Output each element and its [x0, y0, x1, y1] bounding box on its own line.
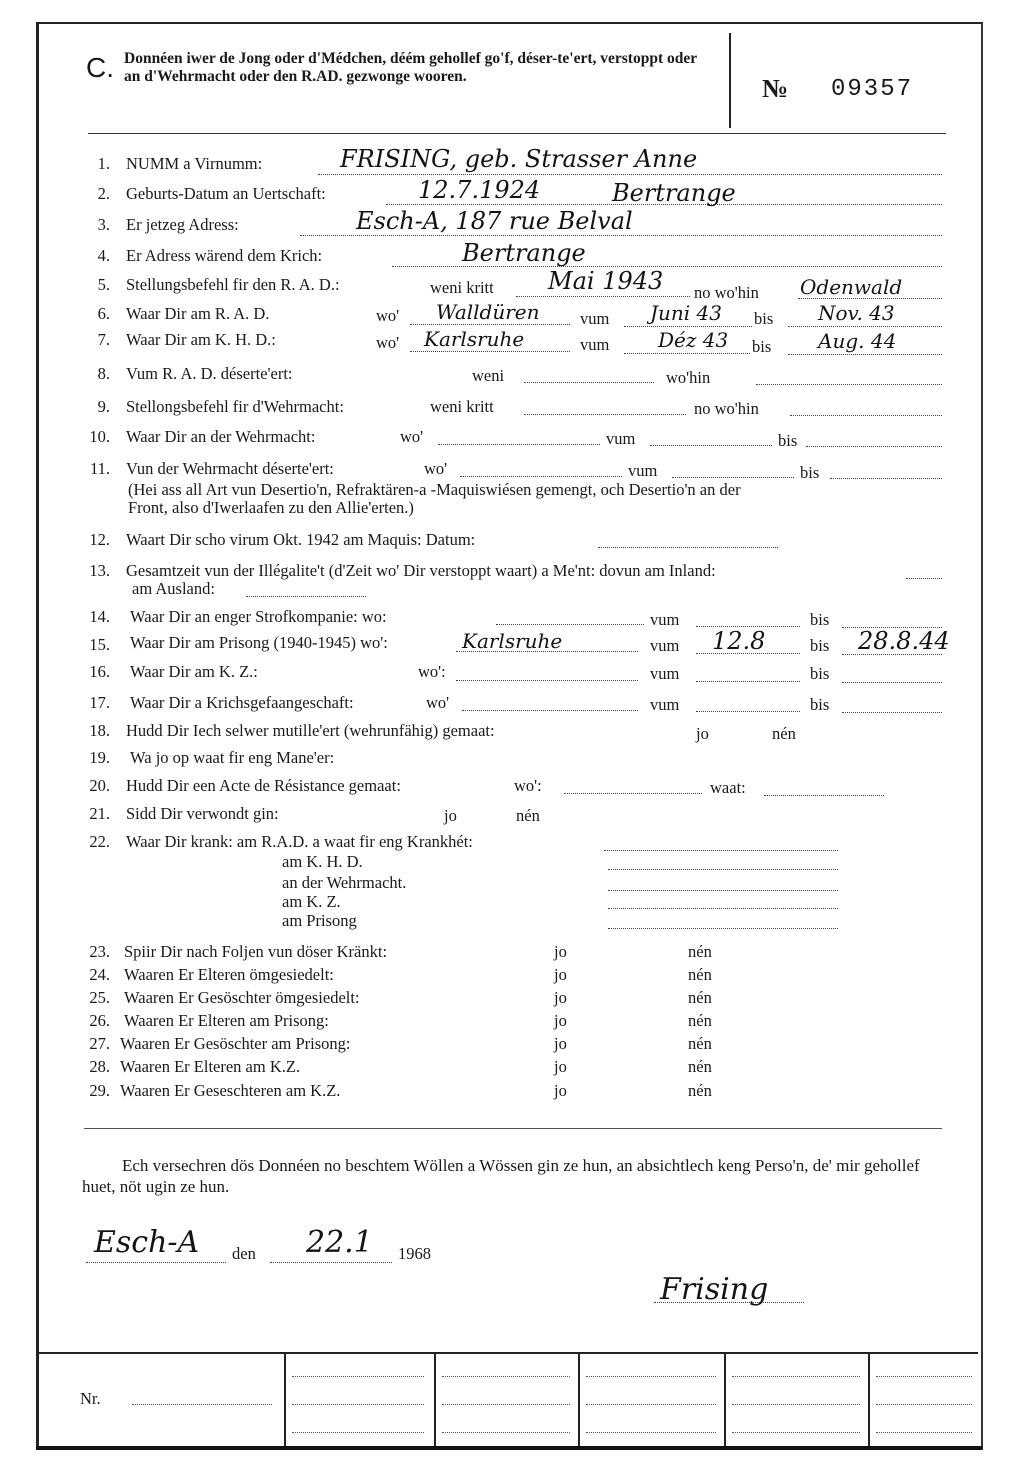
table-divider: [434, 1352, 436, 1446]
bottom-table-top: [38, 1352, 978, 1354]
label-wehrmacht-desert: Vun der Wehrmacht déserte'ert:: [126, 459, 334, 478]
option-jo: jo: [554, 988, 567, 1007]
option-nen: nén: [516, 806, 540, 825]
option-nen: nén: [772, 724, 796, 743]
field-line: [790, 415, 942, 416]
label-kz: Waar Dir am K. Z.:: [130, 662, 258, 681]
label-wehrmacht: Waar Dir an der Wehrmacht:: [126, 427, 316, 446]
label-vum: vum: [650, 664, 680, 683]
answer-sign-place: Esch-A: [94, 1225, 200, 1260]
answer-prison-where: Karlsruhe: [462, 629, 563, 653]
option-nen: nén: [688, 1081, 712, 1100]
label-nr: Nr.: [80, 1389, 101, 1408]
item-number: 15.: [89, 635, 110, 654]
field-line: [672, 477, 794, 478]
field-line: [318, 174, 942, 175]
item-number: 27.: [89, 1034, 110, 1053]
item-number: 1.: [97, 154, 110, 173]
option-nen: nén: [688, 942, 712, 961]
field-line: [806, 446, 942, 447]
label-sick-wehrmacht: an der Wehrmacht.: [282, 873, 407, 892]
label-rad-order: Stellungsbefehl fir den R. A. D.:: [126, 275, 340, 294]
field-line: [462, 710, 638, 711]
option-jo: jo: [444, 806, 457, 825]
option-jo: jo: [554, 965, 567, 984]
label-bis: bis: [810, 636, 830, 655]
item-number: 4.: [97, 246, 110, 265]
label-parents-kz: Waaren Er Elteren am K.Z.: [120, 1057, 301, 1076]
field-line: [608, 928, 838, 929]
label-wo: wo': [424, 459, 448, 478]
field-line: [300, 235, 942, 236]
field-line: [624, 353, 750, 354]
label-rad: Waar Dir am R. A. D.: [126, 304, 270, 323]
label-rad-desert: Vum R. A. D. déserte'ert:: [126, 364, 293, 383]
label-vum: vum: [580, 309, 610, 328]
item-number: 28.: [89, 1057, 110, 1076]
field-line: [696, 681, 800, 682]
label-bis: bis: [810, 610, 830, 629]
form-number: 09357: [831, 76, 914, 103]
label-bis: bis: [800, 463, 820, 482]
item-number: 19.: [89, 748, 110, 767]
answer-rad-order-date: Mai 1943: [548, 267, 664, 295]
answer-prison-to: 28.8.44: [858, 627, 950, 655]
label-bis: bis: [810, 664, 830, 683]
item-number: 5.: [97, 275, 110, 294]
field-line: [764, 795, 884, 796]
item-number: 2.: [97, 184, 110, 203]
field-line: [842, 712, 942, 713]
option-jo: jo: [554, 942, 567, 961]
note-line-1: (Hei ass all Art vun Desertio'n, Refraktären-a -Maquiswiésen gemengt, och Desertio'n an der: [128, 480, 741, 499]
signature: Frising: [660, 1272, 769, 1307]
label-den: den: [232, 1244, 256, 1263]
item-number: 20.: [89, 776, 110, 795]
answer-prison-from: 12.8: [712, 627, 766, 655]
option-nen: nén: [688, 1034, 712, 1053]
label-sick-prison: am Prisong: [282, 911, 357, 930]
label-self-mutilation: Hudd Dir Iech selwer mutille'ert (wehrunfähig) gemaat:: [126, 721, 495, 740]
label-bis: bis: [778, 431, 798, 450]
label-consequences: Spiir Dir nach Foljen vun döser Kränkt:: [124, 942, 388, 961]
label-siblings-resettled: Waaren Er Gesöschter ömgesiedelt:: [124, 988, 360, 1007]
field-line: [524, 382, 654, 383]
item-number: 26.: [89, 1011, 110, 1030]
label-name: NUMM a Virnumm:: [126, 154, 263, 173]
answer-birth-date: 12.7.1924: [418, 176, 541, 204]
item-number: 17.: [89, 693, 110, 712]
field-line: [842, 682, 942, 683]
field-line: [586, 1376, 716, 1377]
label-war-address: Er Adress wärend dem Krich:: [126, 246, 323, 265]
item-number: 23.: [89, 942, 110, 961]
item-number: 29.: [89, 1081, 110, 1100]
label-wo-colon: wo':: [418, 662, 446, 681]
field-line: [876, 1432, 972, 1433]
label-wo: wo': [376, 306, 400, 325]
certification-text: Ech versechren dös Donnéen no beschtem Wöllen a Wössen gin ze hun, an absichtlech keng Perso'n, de' mir gehollef huet, nöt ugin ze hun.: [82, 1156, 920, 1196]
answer-khd-from: Déz 43: [658, 328, 729, 352]
field-line: [442, 1376, 570, 1377]
label-bis: bis: [752, 337, 772, 356]
item-number: 14.: [89, 607, 110, 626]
label-bis: bis: [754, 309, 774, 328]
option-jo: jo: [554, 1057, 567, 1076]
field-line: [292, 1432, 424, 1433]
answer-birth-place: Bertrange: [612, 179, 736, 207]
field-line: [876, 1404, 972, 1405]
item-number: 8.: [97, 364, 110, 383]
item-number: 25.: [89, 988, 110, 1007]
table-divider: [578, 1352, 580, 1446]
label-manner: Wa jo op waat fir eng Mane'er:: [130, 748, 335, 767]
item-number: 7.: [97, 330, 110, 349]
label-maquis: Waart Dir scho virum Okt. 1942 am Maquis: Datum:: [126, 530, 476, 549]
answer-name: FRISING, geb. Strasser Anne: [340, 145, 698, 173]
field-line: [732, 1404, 860, 1405]
item-number: 24.: [89, 965, 110, 984]
field-line: [564, 793, 702, 794]
field-line: [86, 1262, 226, 1263]
item-number: 21.: [89, 804, 110, 823]
label-no-wohin: no wo'hin: [694, 399, 759, 418]
label-sick-khd: am K. H. D.: [282, 852, 363, 871]
item-number: 3.: [97, 215, 110, 234]
item-number: 16.: [89, 662, 110, 681]
field-line: [650, 445, 772, 446]
field-line: [732, 1376, 860, 1377]
label-weni-kritt: weni kritt: [430, 278, 494, 297]
answer-rad-from: Juni 43: [650, 301, 722, 325]
answer-khd-where: Karlsruhe: [424, 327, 525, 351]
field-line: [586, 1432, 716, 1433]
answer-war-address: Bertrange: [462, 239, 586, 267]
label-abroad: am Ausland:: [132, 579, 215, 598]
field-line: [292, 1404, 424, 1405]
header-divider: [729, 33, 731, 128]
label-wohin: wo'hin: [666, 368, 711, 387]
label-address: Er jetzeg Adress:: [126, 215, 239, 234]
answer-khd-to: Aug. 44: [818, 329, 897, 353]
field-line: [604, 850, 838, 851]
field-line: [516, 296, 690, 297]
footer-rule: [84, 1128, 942, 1129]
field-line: [608, 908, 838, 909]
label-illegality: Gesamtzeit vun der Illégalite't (d'Zeit wo' Dir verstoppt waart) a Me'nt: dovun am Inland:: [126, 561, 716, 580]
field-line: [586, 1404, 716, 1405]
item-number: 18.: [89, 721, 110, 740]
form-bottom-rule: [36, 1446, 982, 1450]
label-wo: wo': [376, 333, 400, 352]
field-line: [830, 478, 942, 479]
label-wo: wo': [426, 693, 450, 712]
label-siblings-prison: Waaren Er Gesöschter am Prisong:: [120, 1034, 351, 1053]
item-number: 12.: [89, 530, 110, 549]
label-prison: Waar Dir am Prisong (1940-1945) wo':: [130, 633, 388, 652]
option-jo: jo: [554, 1034, 567, 1053]
table-divider: [868, 1352, 870, 1446]
label-penal-company: Waar Dir an enger Strofkompanie: wo:: [130, 607, 387, 626]
label-vum: vum: [650, 610, 680, 629]
label-wounded: Sidd Dir verwondt gin:: [126, 804, 279, 823]
label-siblings-kz: Waaren Er Geseschteren am K.Z.: [120, 1081, 341, 1100]
field-line: [292, 1376, 424, 1377]
table-divider: [284, 1352, 286, 1446]
label-bis: bis: [810, 695, 830, 714]
field-line: [732, 1432, 860, 1433]
field-line: [132, 1404, 272, 1405]
field-line: [456, 680, 638, 681]
section-letter: C.: [86, 52, 114, 83]
label-parents-prison: Waaren Er Elteren am Prisong:: [124, 1011, 329, 1030]
item-number: 22.: [89, 832, 110, 851]
option-jo: jo: [696, 724, 709, 743]
field-line: [460, 476, 622, 477]
table-divider: [724, 1352, 726, 1446]
answer-sign-date: 22.1: [306, 1225, 373, 1260]
field-line: [442, 1404, 570, 1405]
label-parents-resettled: Waaren Er Elteren ömgesiedelt:: [124, 965, 334, 984]
label-vum: vum: [606, 429, 636, 448]
number-sign: №: [762, 74, 789, 103]
field-line: [270, 1262, 392, 1263]
label-sick-kz: am K. Z.: [282, 892, 341, 911]
field-line: [442, 1432, 570, 1433]
option-nen: nén: [688, 1011, 712, 1030]
field-line: [876, 1376, 972, 1377]
label-waat: waat:: [710, 778, 746, 797]
label-wehrmacht-order: Stellongsbefehl fir d'Wehrmacht:: [126, 397, 344, 416]
label-no-wohin: no wo'hin: [694, 283, 759, 302]
label-wo: wo': [400, 427, 424, 446]
note-line-2: Front, also d'Iwerlaafen zu den Allie'erten.): [128, 498, 414, 517]
answer-rad-order-dest: Odenwald: [800, 275, 903, 299]
item-number: 13.: [89, 561, 110, 580]
field-line: [608, 869, 838, 870]
field-line: [598, 547, 778, 548]
item-number: 11.: [89, 459, 110, 478]
form-title: Donnéen iwer de Jong oder d'Médchen, déém gehollef go'f, déser-te'ert, verstoppt oder an d'Wehrmacht oder den R.AD. gezwonge wooren.: [124, 50, 697, 85]
field-line: [788, 326, 942, 327]
answer-rad-to: Nov. 43: [818, 301, 895, 325]
label-resistance: Hudd Dir een Acte de Résistance gemaat:: [126, 776, 401, 795]
field-line: [608, 890, 838, 891]
option-nen: nén: [688, 988, 712, 1007]
field-line: [696, 711, 800, 712]
label-vum: vum: [650, 636, 680, 655]
field-line: [496, 624, 644, 625]
label-weni: weni: [472, 366, 505, 385]
label-khd: Waar Dir am K. H. D.:: [126, 330, 276, 349]
header-rule: [88, 133, 946, 134]
label-weni-kritt: weni kritt: [430, 397, 494, 416]
item-number: 9.: [97, 397, 110, 416]
option-nen: nén: [688, 1057, 712, 1076]
option-jo: jo: [554, 1081, 567, 1100]
field-line: [756, 384, 942, 385]
item-number: 6.: [97, 304, 110, 323]
field-line: [246, 596, 366, 597]
label-pow: Waar Dir a Krichsgefaangeschaft:: [130, 693, 354, 712]
answer-address: Esch-A, 187 rue Belval: [356, 207, 633, 235]
option-nen: nén: [688, 965, 712, 984]
label-vum: vum: [650, 695, 680, 714]
field-line: [906, 578, 942, 579]
label-birth: Geburts-Datum an Uertschaft:: [126, 184, 326, 203]
label-wo-colon: wo':: [514, 776, 542, 795]
label-sick: Waar Dir krank: am R.A.D. a waat fir eng Krankhét:: [126, 832, 473, 851]
label-vum: vum: [628, 461, 658, 480]
answer-rad-where: Walldüren: [436, 300, 540, 324]
label-vum: vum: [580, 335, 610, 354]
item-number: 10.: [89, 427, 110, 446]
option-jo: jo: [554, 1011, 567, 1030]
field-line: [524, 414, 686, 415]
field-line: [788, 354, 942, 355]
label-year: 1968: [398, 1244, 431, 1263]
field-line: [438, 444, 600, 445]
